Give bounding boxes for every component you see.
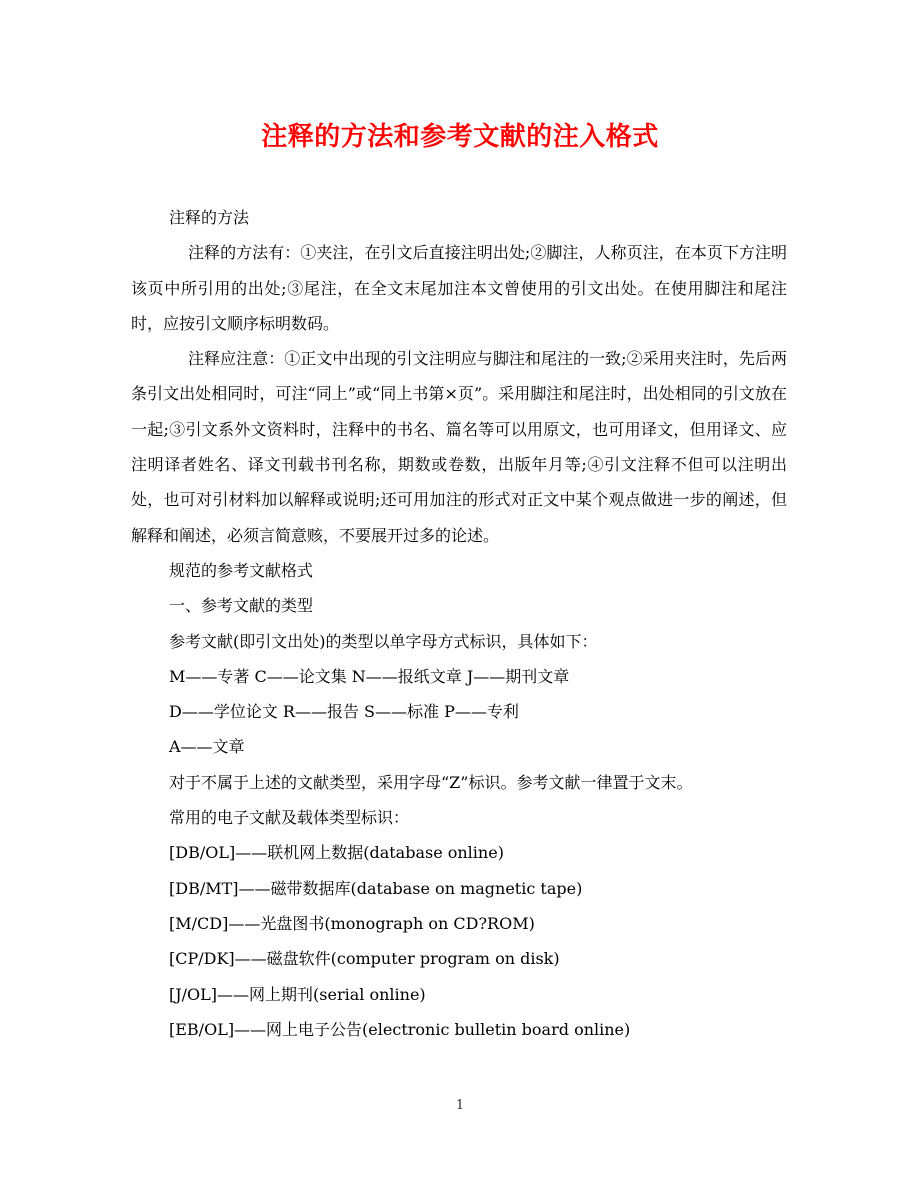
document-title: 注释的方法和参考文献的注入格式 (261, 122, 659, 152)
subheading-reference-types: 一、参考文献的类型 (169, 596, 314, 616)
electronic-type-line: [M/CD]——光盘图书(monograph on CD?ROM) (169, 913, 535, 933)
section-heading-annotation-methods: 注释的方法 (169, 208, 250, 227)
document-body (131, 200, 787, 1047)
reference-type-line: M——专著 C——论文集 N——报纸文章 J——期刊文章 (169, 666, 570, 686)
electronic-type-line: [J/OL]——网上期刊(serial online) (169, 984, 426, 1004)
electronic-type-line: [DB/OL]——联机网上数据(database online) (169, 843, 504, 863)
reference-line: 对于不属于上述的文献类型，采用字母“Z”标识。参考文献一律置于文末。 (169, 772, 693, 792)
electronic-type-line: [CP/DK]——磁盘软件(computer program on disk) (169, 949, 560, 969)
section-heading-reference-format: 规范的参考文献格式 (169, 560, 314, 580)
reference-line: 参考文献(即引文出处)的类型以单字母方式标识，具体如下： (169, 631, 598, 651)
reference-type-line: A——文章 (169, 737, 245, 757)
reference-type-line: D——学位论文 R——报告 S——标准 P——专利 (169, 702, 519, 722)
paragraph-annotation-methods: 注释的方法有：①夹注，在引文后直接注明出处;②脚注，人称页注，在本页下方注明该页中所引用的出处;③尾注，在全文末尾加注本文曾使用的引文出处。在使用脚注和尾注时，应按引文顺序标明数码。 (131, 243, 787, 333)
reference-line: 常用的电子文献及载体类型标识： (169, 808, 410, 828)
page-number: 1 (455, 1098, 465, 1113)
paragraph-annotation-notes: 注释应注意：①正文中出现的引文注明应与脚注和尾注的一致;②采用夹注时，先后两条引文出处相同时，可注“同上”或“同上书第×页”。采用脚注和尾注时，出处相同的引文放在一起;③引文系外文资料时，注释中的书名、篇名等可以用原文，也可用译文，但用译文、应注明译者姓名、译文刊载书刊名称，期数或卷数，出版年月等;④引文注释不但可以注明出处，也可对引材料加以解释或说明;还可用加注的形式对正文中某个观点做进一步的阐述，但解释和阐述，必须言简意赅，不要展开过多的论述。 (131, 349, 787, 545)
electronic-type-line: [EB/OL]——网上电子公告(electronic bulletin board online) (169, 1019, 631, 1039)
electronic-type-line: [DB/MT]——磁带数据库(database on magnetic tape) (169, 878, 583, 898)
